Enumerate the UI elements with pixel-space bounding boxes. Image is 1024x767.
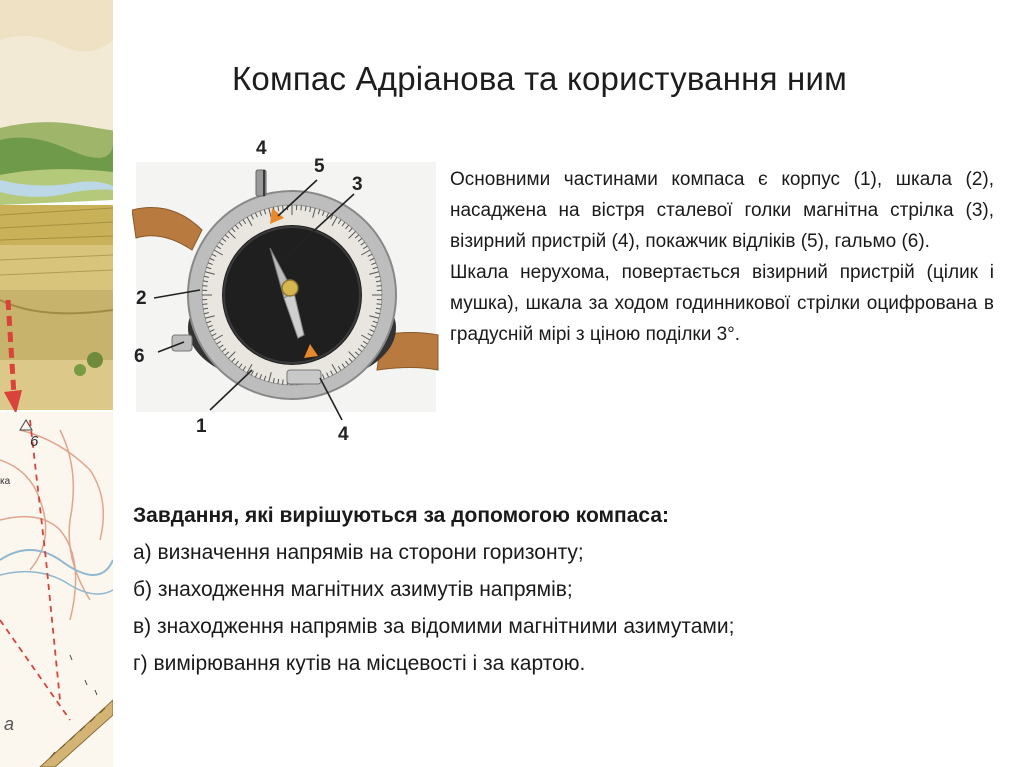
scale-tick [377,304,382,305]
scale-tick [377,286,382,287]
callout-5: 5 [314,156,325,177]
map-place-label: ка [0,476,11,487]
description-paragraph-parts: Основними частинами компаса є корпус (1), шкала (2), насаджена на вістря сталевої голки магнітна стрілка (3), візирний пристрій (4), покажчик відліків (5), гальмо (6). [450,169,994,252]
callout-4-top: 4 [256,138,267,159]
tasks-heading: Завдання, які вирішуються за допомогою компаса: [133,504,670,527]
callout-3: 3 [352,174,363,195]
list-item: б) знаходження магнітних азимутів напрямів; [133,578,573,601]
slide-title: Компас Адріанова та користування ним [232,60,847,97]
landscape-map-illustration [0,0,113,767]
scale-tick [283,205,284,210]
scale-tick [283,380,284,385]
map-point-label: 6 [30,433,39,450]
callout-4-bottom: 4 [338,424,349,445]
compass-description [450,164,994,350]
scale-tick [202,286,207,287]
tasks-section [133,497,933,682]
callout-2: 2 [136,288,147,309]
map-angle-label: a [4,714,15,734]
compass-figure [132,130,440,450]
callout-1: 1 [196,416,207,437]
scale-tick [301,205,302,210]
compass-illustration [132,130,440,450]
list-item: в) знаходження напрямів за відомими магнітними азимутами; [133,615,735,638]
list-item: а) визначення напрямів на сторони горизонту; [133,541,584,564]
scale-tick [202,304,207,305]
description-paragraph-scale: Шкала нерухома, повертається візирний пристрій (цілик і мушка), шкала за ходом годинникової стрілки оцифрована в градусній мірі з ціною поділки 3°. [450,262,994,345]
side-illustration [0,0,113,767]
tasks-list [133,534,933,682]
list-item: г) вимірювання кутів на місцевості і за картою. [133,652,586,675]
callout-6: 6 [134,346,145,367]
